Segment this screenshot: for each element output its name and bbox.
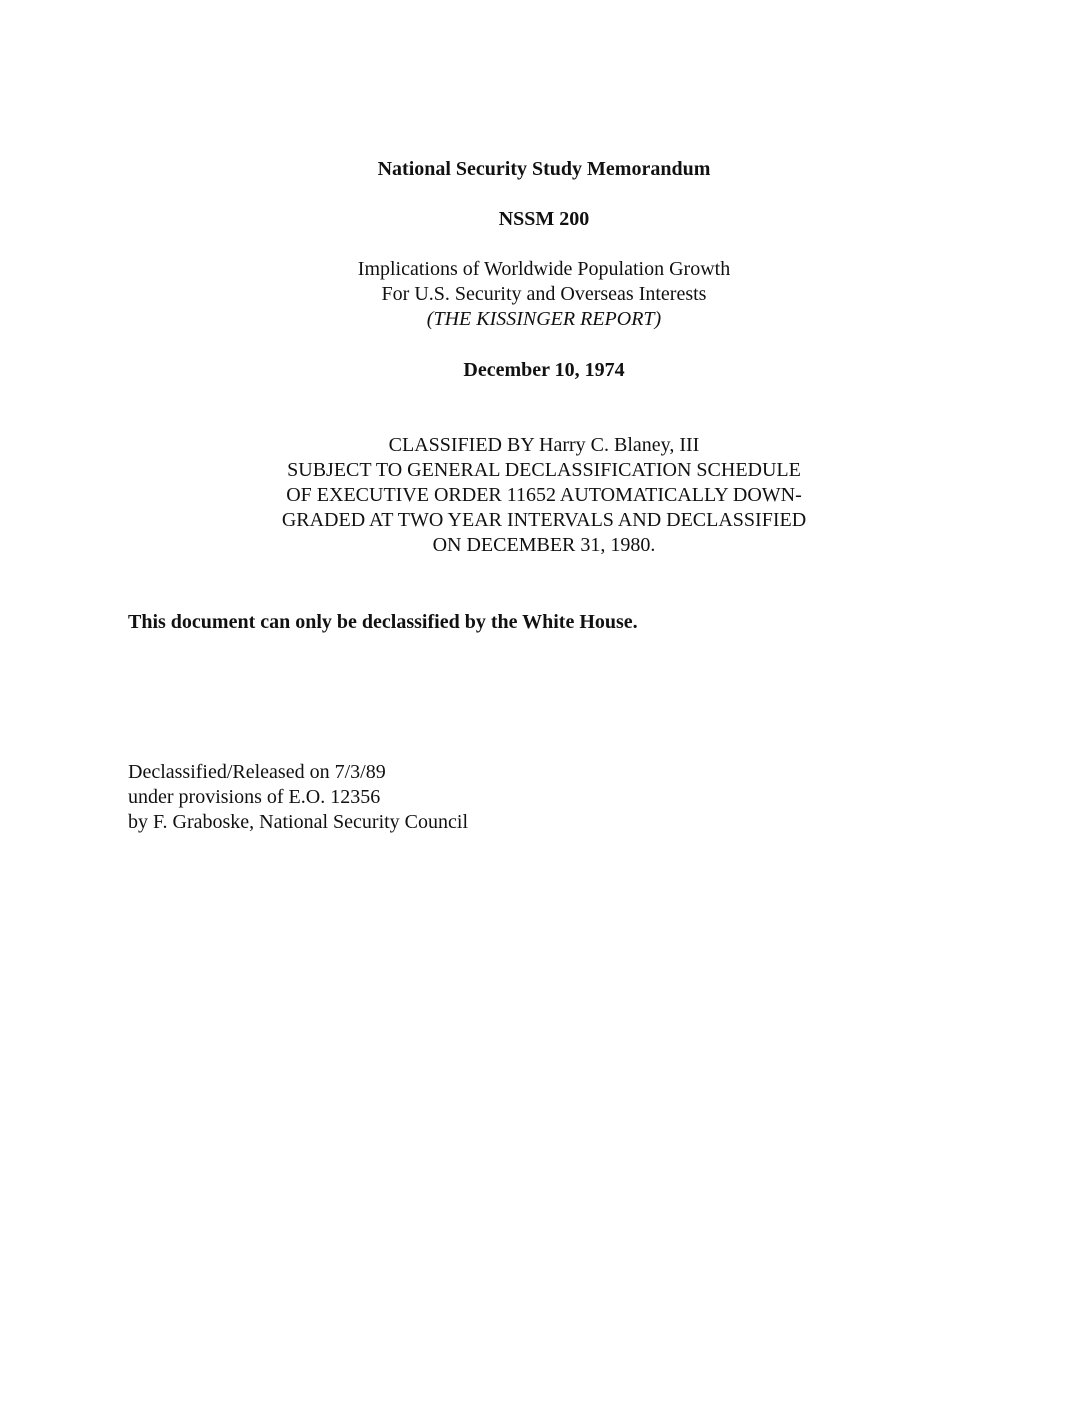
release-line: by F. Graboske, National Security Council — [128, 811, 469, 833]
classification-block — [0, 433, 1088, 558]
subtitle-line: For U.S. Security and Overseas Interests — [381, 283, 707, 305]
classification-line: CLASSIFIED BY Harry C. Blaney, III — [388, 434, 700, 456]
classification-line: SUBJECT TO GENERAL DECLASSIFICATION SCHEDULE — [287, 459, 801, 481]
memo-number: NSSM 200 — [498, 208, 590, 230]
release-line: under provisions of E.O. 12356 — [128, 786, 381, 808]
report-alt-title: (THE KISSINGER REPORT) — [426, 308, 662, 330]
memo-heading: National Security Study Memorandum — [377, 158, 711, 180]
release-line: Declassified/Released on 7/3/89 — [128, 761, 386, 783]
report-date: December 10, 1974 — [463, 359, 625, 381]
classification-line: ON DECEMBER 31, 1980. — [432, 534, 656, 556]
subtitle-block — [0, 257, 1088, 332]
classification-line: OF EXECUTIVE ORDER 11652 AUTOMATICALLY DOWN- — [286, 484, 802, 506]
subtitle-line: Implications of Worldwide Population Growth — [357, 258, 731, 280]
release-block — [128, 760, 468, 835]
declassification-notice: This document can only be declassified by the White House. — [128, 611, 638, 633]
classification-line: GRADED AT TWO YEAR INTERVALS AND DECLASSIFIED — [281, 509, 807, 531]
